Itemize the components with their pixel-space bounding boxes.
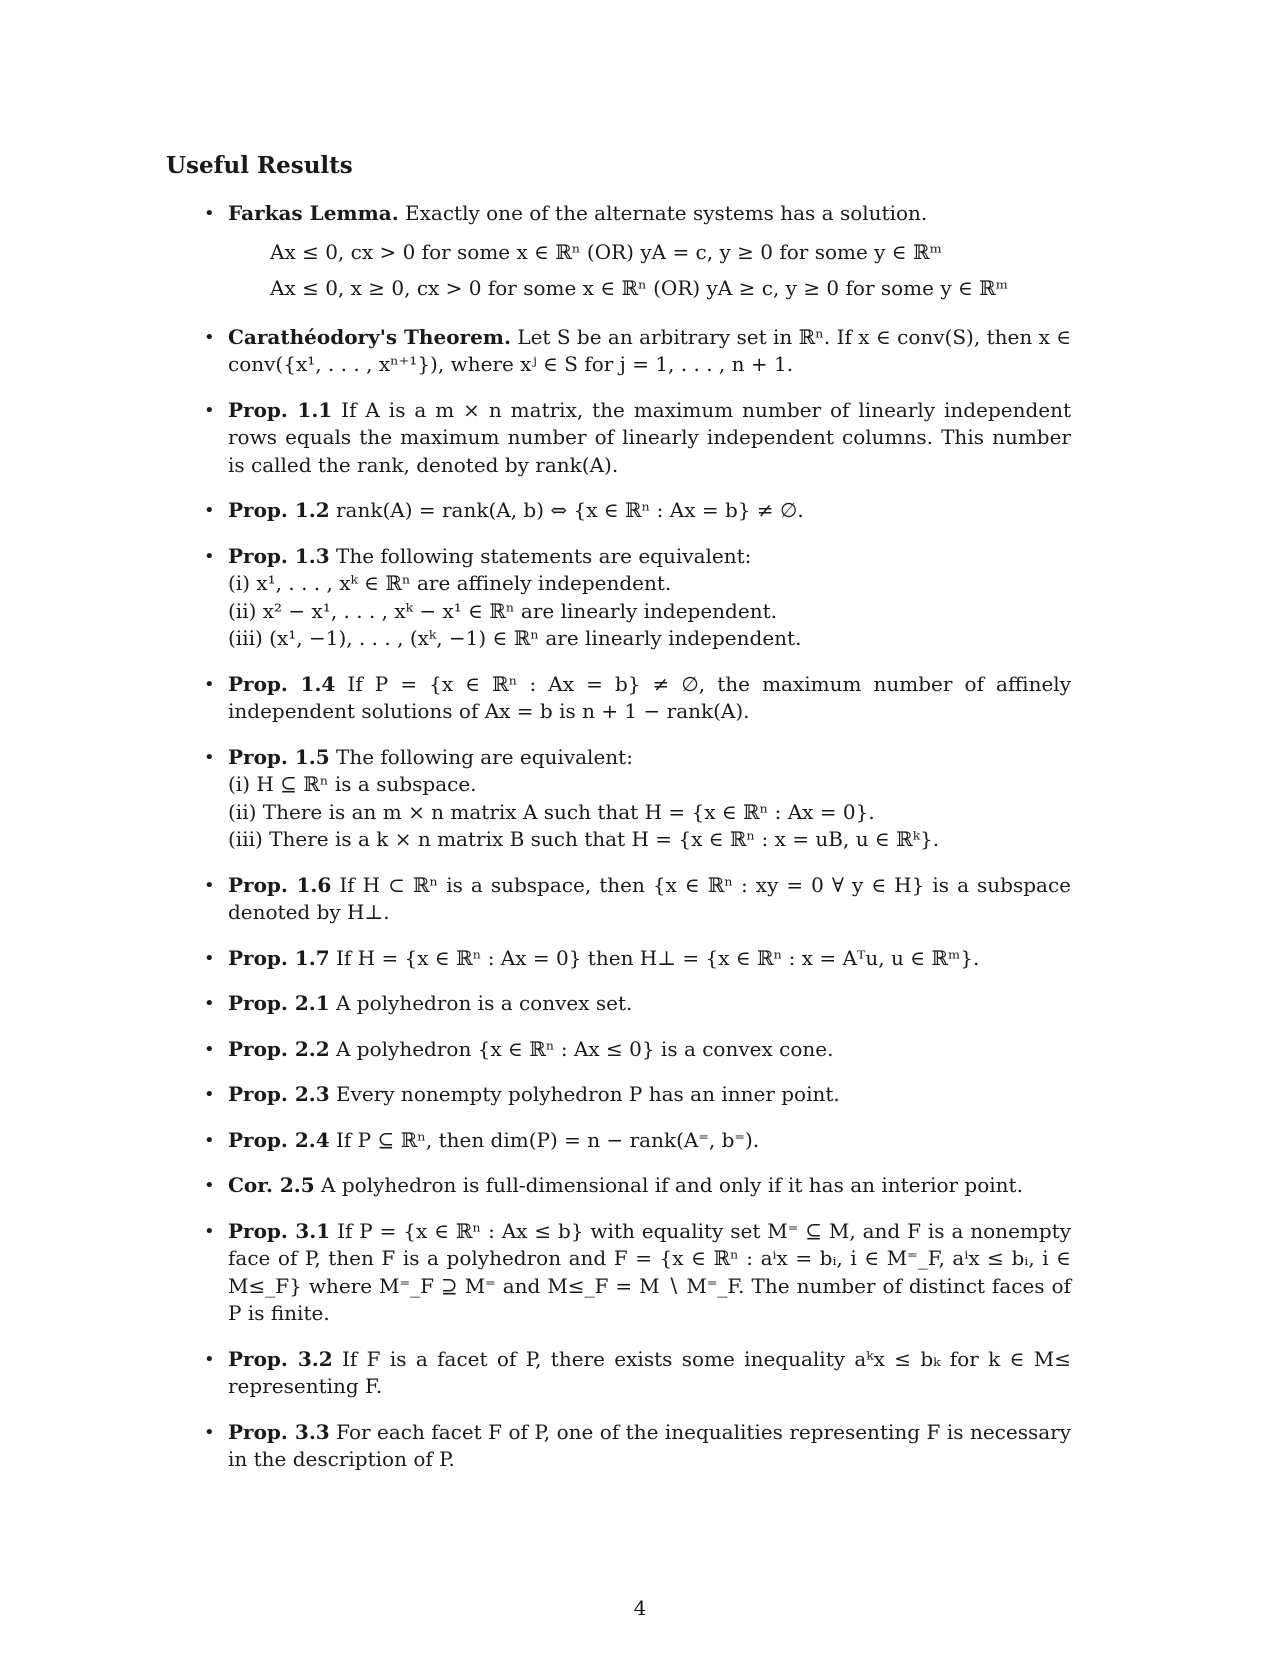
result-item (166, 671, 1071, 726)
result-item (166, 990, 1071, 1018)
bullet-icon: • (204, 1220, 215, 1242)
result-paragraph (228, 1419, 1071, 1474)
result-paragraph (228, 1036, 1071, 1064)
result-label: Prop. 2.2 (228, 1036, 330, 1061)
bullet-icon: • (204, 1175, 215, 1196)
result-item (166, 200, 1071, 306)
result-text: A polyhedron {x ∈ ℝⁿ : Ax ≤ 0} is a convex cone. (335, 1036, 834, 1061)
bullet-icon: • (204, 500, 215, 521)
result-label: Prop. 2.3 (228, 1082, 330, 1106)
result-label: Prop. 3.3 (228, 1419, 330, 1444)
result-label: Prop. 1.5 (228, 744, 330, 769)
bullet-icon: • (204, 326, 215, 348)
result-paragraph (228, 872, 1071, 927)
result-text: If P ⊆ ℝⁿ, then dim(P) = n − rank(A⁼, b⁼). (335, 1127, 760, 1152)
result-paragraph (228, 1172, 1071, 1200)
list-line: (ii) x² − x¹, . . . , xᵏ − x¹ ∈ ℝⁿ are linearly independent. (228, 598, 777, 623)
list-line: (i) x¹, . . . , xᵏ ∈ ℝⁿ are affinely independent. (228, 571, 672, 595)
result-item (166, 945, 1071, 973)
list-line: (iii) (x¹, −1), . . . , (xᵏ, −1) ∈ ℝⁿ are linearly independent. (228, 626, 802, 650)
result-item (166, 744, 1071, 854)
result-item (166, 324, 1071, 379)
result-item (166, 497, 1071, 525)
result-text: If A is a m × n matrix, the maximum number of linearly independent rows equals the maximum number of linearly independent columns. This number is called the rank, denoted by rank(A). (228, 397, 1072, 477)
result-text: If H = {x ∈ ℝⁿ : Ax = 0} then H⊥ = {x ∈ ℝⁿ : x = Aᵀu, u ∈ ℝᵐ}. (335, 945, 980, 970)
bullet-icon: • (204, 874, 215, 896)
result-paragraph (228, 324, 1071, 379)
result-paragraph (228, 497, 1071, 525)
result-label: Farkas Lemma. (228, 201, 399, 225)
bullet-icon: • (204, 1084, 215, 1105)
result-label: Prop. 3.2 (228, 1346, 333, 1371)
result-paragraph (228, 1346, 1071, 1401)
result-paragraph (228, 1127, 1071, 1155)
result-text: Let S be an arbitrary set in ℝⁿ. If x ∈ conv(S), then x ∈ conv({x¹, . . . , xⁿ⁺¹}), where xʲ ∈ S for j = 1, . . . , n + 1. (228, 324, 1072, 376)
result-text: If P = {x ∈ ℝⁿ : Ax ≤ b} with equality set M⁼ ⊆ M, and F is a nonempty face of P, then F is a polyhedron and F = {x ∈ ℝⁿ : aⁱx = bᵢ, i ∈ M⁼_F, aⁱx ≤ bᵢ, i ∈ M≤_F} where M⁼_F ⊇ M⁼ and M≤_F = M ∖ M⁼_F. The number of distinct faces of P is finite. (228, 1218, 1072, 1325)
result-paragraph (228, 543, 1071, 571)
result-paragraph (228, 744, 1071, 772)
bullet-icon: • (204, 1038, 215, 1060)
result-text: If F is a facet of P, there exists some inequality aᵏx ≤ bₖ for k ∈ M≤ representing F. (228, 1346, 1072, 1398)
result-text: For each facet F of P, one of the inequalities representing F is necessary in the description of P. (228, 1419, 1072, 1471)
bullet-icon: • (204, 1421, 215, 1443)
result-item (166, 543, 1071, 653)
bullet-icon: • (204, 746, 215, 768)
result-text: rank(A) = rank(A, b) ⇔ {x ∈ ℝⁿ : Ax = b} ≠ ∅. (335, 498, 804, 522)
bullet-icon: • (204, 993, 215, 1014)
result-label: Prop. 2.1 (228, 991, 330, 1015)
result-text: The following are equivalent: (335, 744, 633, 769)
formula-line: Ax ≤ 0, cx > 0 for some x ∈ ℝⁿ (OR) yA = c, y ≥ 0 for some y ∈ ℝᵐ (270, 239, 942, 264)
formula-line: Ax ≤ 0, x ≥ 0, cx > 0 for some x ∈ ℝⁿ (OR) yA ≥ c, y ≥ 0 for some y ∈ ℝᵐ (270, 275, 1009, 300)
result-paragraph (228, 200, 1071, 228)
result-text: A polyhedron is a convex set. (335, 991, 633, 1015)
result-text: A polyhedron is full-dimensional if and only if it has an interior point. (321, 1173, 1023, 1197)
result-text: Exactly one of the alternate systems has a solution. (405, 201, 928, 225)
display-formulas (228, 234, 1071, 306)
results-list (166, 200, 1071, 1492)
enumerated-list (228, 570, 1071, 653)
result-label: Prop. 1.3 (228, 543, 330, 568)
list-line: (iii) There is a k × n matrix B such that H = {x ∈ ℝⁿ : x = uB, u ∈ ℝᵏ}. (228, 827, 940, 851)
page-number: 4 (633, 1596, 647, 1620)
result-paragraph (228, 671, 1071, 726)
result-item (166, 1419, 1071, 1474)
result-item (166, 1218, 1071, 1328)
section-title: Useful Results (166, 152, 353, 179)
bullet-icon: • (204, 1129, 215, 1151)
result-item (166, 397, 1071, 480)
result-label: Prop. 1.4 (228, 671, 336, 696)
result-label: Prop. 1.2 (228, 498, 330, 522)
list-line: (ii) There is an m × n matrix A such that H = {x ∈ ℝⁿ : Ax = 0}. (228, 799, 875, 824)
result-item (166, 1172, 1071, 1200)
result-paragraph (228, 1081, 1071, 1109)
bullet-icon: • (204, 1348, 215, 1370)
result-label: Prop. 1.7 (228, 945, 330, 970)
bullet-icon: • (204, 545, 215, 567)
result-item (166, 1127, 1071, 1155)
result-label: Prop. 3.1 (228, 1218, 331, 1243)
bullet-icon: • (204, 399, 215, 421)
bullet-icon: • (204, 673, 215, 695)
list-line: (i) H ⊆ ℝⁿ is a subspace. (228, 772, 477, 796)
result-label: Prop. 1.1 (228, 397, 333, 422)
bullet-icon: • (204, 203, 215, 224)
result-label: Cor. 2.5 (228, 1173, 315, 1197)
result-item (166, 1081, 1071, 1109)
result-paragraph (228, 945, 1071, 973)
bullet-icon: • (204, 947, 215, 969)
result-paragraph (228, 990, 1071, 1018)
result-paragraph (228, 397, 1071, 480)
result-item (166, 1036, 1071, 1064)
enumerated-list (228, 771, 1071, 854)
result-item (166, 1346, 1071, 1401)
result-item (166, 872, 1071, 927)
result-text: Every nonempty polyhedron P has an inner point. (335, 1082, 840, 1106)
result-text: The following statements are equivalent: (335, 543, 752, 568)
result-paragraph (228, 1218, 1071, 1328)
result-label: Prop. 2.4 (228, 1127, 330, 1152)
result-label: Prop. 1.6 (228, 872, 332, 897)
result-text: If P = {x ∈ ℝⁿ : Ax = b} ≠ ∅, the maximum number of affinely independent solutions of Ax = b is n + 1 − rank(A). (228, 671, 1071, 723)
result-text: If H ⊂ ℝⁿ is a subspace, then {x ∈ ℝⁿ : xy = 0 ∀ y ∈ H} is a subspace denoted by H⊥. (228, 872, 1071, 924)
result-label: Carathéodory's Theorem. (228, 324, 511, 349)
